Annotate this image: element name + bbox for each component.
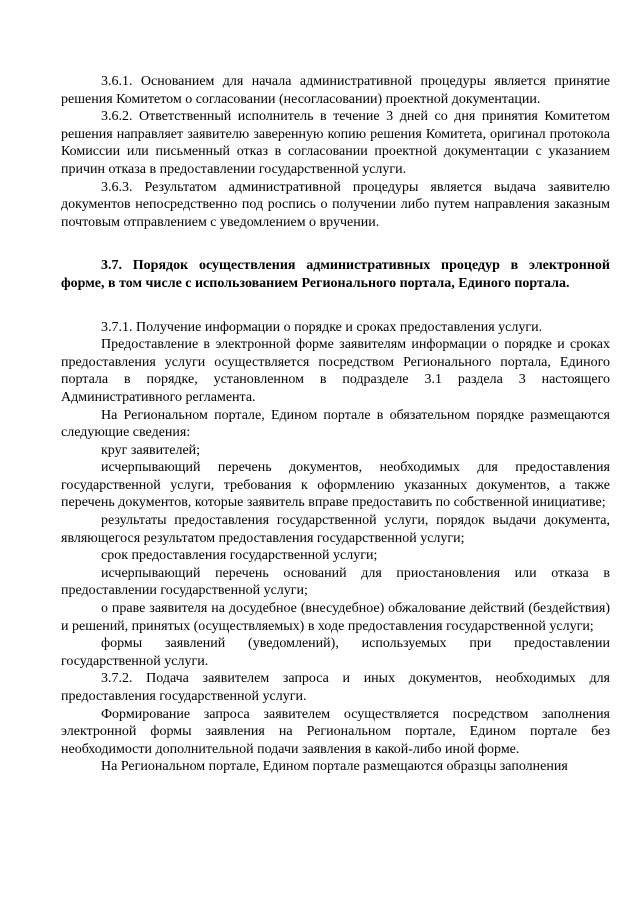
paragraph-samples: На Региональном портале, Едином портале размещаются образцы заполнения xyxy=(101,759,568,775)
paragraph-3-6-3: 3.6.3. Результатом административной процедуры является выдача заявителю документов непосредственно под роспись о получении либо путем направления заказным почтовым отправлением с уведомлением о вручении. xyxy=(61,179,610,230)
list-item-appeal: о праве заявителя на досудебное (внесудебное) обжалование действий (бездействия) и решений, принятых (осуществляемых) в ходе предоставления государственной услуги; xyxy=(61,601,610,634)
list-item-forms: формы заявлений (уведомлений), используемых при предоставлении государственной услуги. xyxy=(61,636,610,669)
paragraph-3-7-2: 3.7.2. Подача заявителем запроса и иных документов, необходимых для предоставления государственной услуги. xyxy=(61,671,610,704)
list-item-results: результаты предоставления государственной услуги, порядок выдачи документа, являющегося результатом предоставления государственной услуги; xyxy=(61,513,610,546)
list-item-grounds: исчерпывающий перечень оснований для приостановления или отказа в предоставлении государственной услуги; xyxy=(61,565,610,599)
list-item-applicants: круг заявителей; xyxy=(101,442,201,458)
document-page xyxy=(61,73,610,776)
paragraph-info-provision: Предоставление в электронной форме заявителям информации о порядке и сроках предоставления услуги осуществляется посредством Регионального портала, Единого портала в порядке, установленном в подразделе 3.1 раздела 3 настоящего Административного регламента. xyxy=(61,337,610,405)
paragraph-3-7-1: 3.7.1. Получение информации о порядке и сроках предоставления услуги. xyxy=(101,319,543,335)
list-item-term: срок предоставления государственной услуги; xyxy=(101,548,378,564)
paragraph-3-6-1: 3.6.1. Основанием для начала административной процедуры является принятие решения Комитетом о согласовании (несогласовании) проектной документации. xyxy=(61,74,610,107)
paragraph-request-forming: Формирование запроса заявителем осуществляется посредством заполнения электронной формы заявления на Региональном портале, Едином портале без необходимости дополнительной подачи заявления в какой-либо иной форме. xyxy=(61,706,610,757)
list-item-documents: исчерпывающий перечень документов, необходимых для предоставления государственной услуги, требования к оформлению указанных документов, а также перечень документов, которые заявитель вправе предоставить по собственной инициативе; xyxy=(61,460,610,511)
section-heading-3-7: 3.7. Порядок осуществления административных процедур в электронной форме, в том числе с использованием Регионального портала, Единого портала. xyxy=(61,258,610,291)
paragraph-3-6-2: 3.6.2. Ответственный исполнитель в течение 3 дней со дня принятия Комитетом решения направляет заявителю заверенную копию решения Комитета, оригинал протокола Комиссии или письменный отказ в согласовании проектной документации с указанием причин отказа в предоставлении государственной услуги. xyxy=(61,109,610,177)
paragraph-portal-info: На Региональном портале, Едином портале в обязательном порядке размещаются следующие сведения: xyxy=(61,407,610,441)
